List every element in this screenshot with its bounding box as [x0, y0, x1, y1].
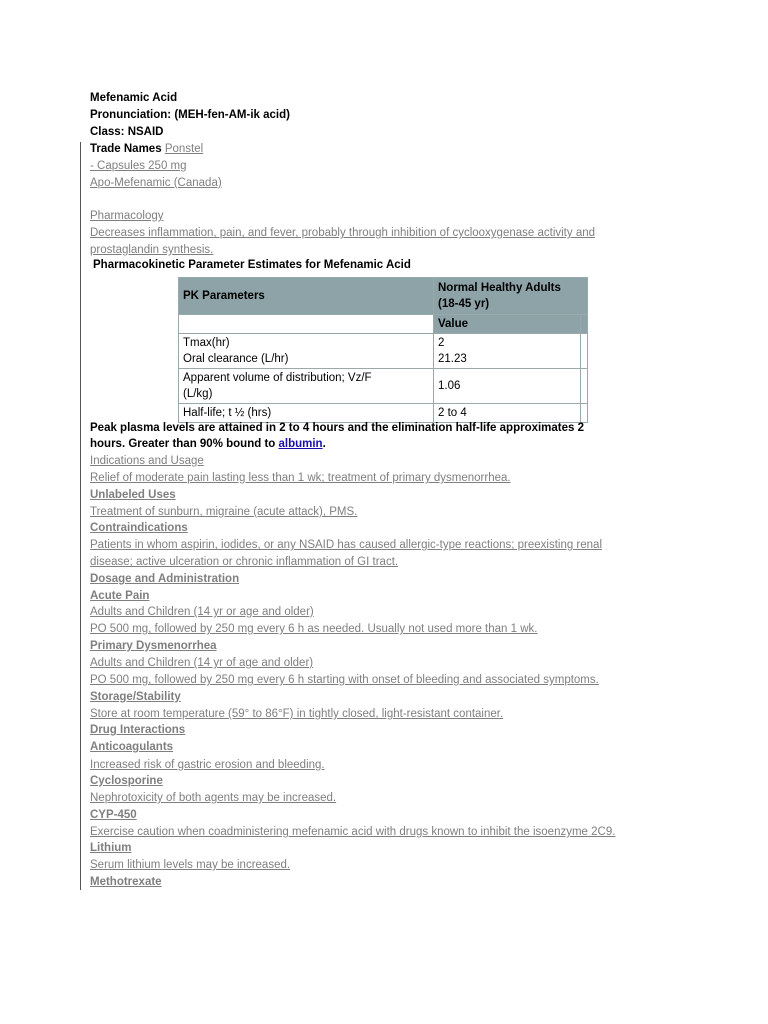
dosage-heading[interactable]: Dosage and Administration [90, 573, 240, 585]
value-header: Value [434, 315, 581, 334]
anticoagulants-text[interactable]: Increased risk of gastric erosion and bleeding. [90, 759, 325, 771]
param-half-life: Half-life; t ½ (hrs) [179, 404, 434, 423]
acute-pain-population[interactable]: Adults and Children (14 yr or age and older) [90, 606, 314, 618]
param-clearance: Oral clearance (L/hr) [183, 353, 289, 365]
peak-text-1: Peak plasma levels are attained in 2 to 4 hours and the elimination half-life approximates 2 [90, 422, 585, 434]
value-half-life: 2 to 4 [434, 404, 581, 423]
cyclosporine-text[interactable]: Nephrotoxicity of both agents may be increased. [90, 792, 337, 804]
albumin-link[interactable]: albumin [278, 438, 323, 450]
dysmenorrhea-heading[interactable]: Primary Dysmenorrhea [90, 640, 217, 652]
unlabeled-text[interactable]: Treatment of sunburn, migraine (acute attack), PMS. [90, 506, 358, 518]
lithium-heading[interactable]: Lithium [90, 842, 132, 854]
peak-text-2 [90, 436, 326, 452]
pharmacology-text-2[interactable]: prostaglandin synthesis. [90, 244, 214, 256]
drug-class: Class: NSAID [90, 126, 164, 138]
revision-bar [80, 142, 81, 890]
empty-cell [179, 315, 434, 334]
param-tmax: Tmax(hr) [183, 337, 230, 349]
trade-name-apo-link[interactable]: Apo-Mefenamic (Canada) [90, 177, 222, 189]
pharmacology-heading[interactable]: Pharmacology [90, 210, 164, 222]
contraindications-text-1[interactable]: Patients in whom aspirin, iodides, or any NSAID has caused allergic-type reactions; preexisting renal [90, 539, 603, 551]
dysmenorrhea-dose[interactable]: PO 500 mg, followed by 250 mg every 6 h starting with onset of bleeding and associated symptoms. [90, 674, 599, 686]
storage-text[interactable]: Store at room temperature (59° to 86°F) in tightly closed, light-resistant container. [90, 708, 504, 720]
anticoagulants-heading[interactable]: Anticoagulants [90, 741, 174, 753]
unlabeled-heading[interactable]: Unlabeled Uses [90, 489, 176, 501]
adults-col-header [434, 278, 588, 315]
contraindications-heading[interactable]: Contraindications [90, 522, 188, 534]
acute-pain-dose[interactable]: PO 500 mg, followed by 250 mg every 6 h as needed. Usually not used more than 1 wk. [90, 623, 538, 635]
trade-names-row [90, 141, 203, 157]
pronunciation: Pronunciation: (MEH-fen-AM-ik acid) [90, 109, 290, 121]
peak-text-2-post: . [322, 438, 326, 450]
adults-header-line2: (18-45 yr) [438, 298, 490, 310]
value-clearance: 21.23 [438, 353, 467, 365]
cyclosporine-heading[interactable]: Cyclosporine [90, 775, 163, 787]
dysmenorrhea-population[interactable]: Adults and Children (14 yr of age and older) [90, 657, 314, 669]
pk-table-title: Pharmacokinetic Parameter Estimates for Mefenamic Acid [93, 259, 411, 271]
value-volume: 1.06 [434, 369, 581, 404]
peak-text-2-pre: hours. Greater than 90% bound to [90, 438, 279, 450]
indications-heading[interactable]: Indications and Usage [90, 455, 204, 467]
indications-text[interactable]: Relief of moderate pain lasting less than 1 wk; treatment of primary dysmenorrhea. [90, 472, 511, 484]
cyp450-heading[interactable]: CYP-450 [90, 809, 137, 821]
contraindications-text-2[interactable]: disease; active ulceration or chronic inflammation of GI tract. [90, 556, 399, 568]
trade-name-ponstel-link[interactable]: Ponstel [164, 143, 204, 155]
param-volume-unit: (L/kg) [183, 388, 213, 400]
table-row-param [179, 334, 434, 369]
cyp450-text[interactable]: Exercise caution when coadministering mefenamic acid with drugs known to inhibit the isoenzyme 2C9. [90, 826, 616, 838]
drug-interactions-heading[interactable]: Drug Interactions [90, 724, 186, 736]
row-spacer [581, 334, 588, 369]
storage-heading[interactable]: Storage/Stability [90, 691, 181, 703]
pharmacology-text-1[interactable]: Decreases inflammation, pain, and fever, probably through inhibition of cyclooxygenase activity and [90, 227, 596, 239]
param-volume: Apparent volume of distribution; Vz/F [183, 372, 372, 384]
table-row-value [434, 334, 581, 369]
table-row-param [179, 369, 434, 404]
acute-pain-heading[interactable]: Acute Pain [90, 590, 150, 602]
pk-col-header: PK Parameters [179, 278, 434, 315]
lithium-text[interactable]: Serum lithium levels may be increased. [90, 859, 291, 871]
value-header-spacer [581, 315, 588, 334]
row-spacer [581, 369, 588, 404]
value-tmax: 2 [438, 337, 445, 349]
adults-header-line1: Normal Healthy Adults [438, 282, 561, 294]
trade-names-label: Trade Names [90, 143, 162, 155]
trade-name-ponstel-form[interactable]: - Capsules 250 mg [90, 160, 187, 172]
methotrexate-heading[interactable]: Methotrexate [90, 876, 162, 888]
pk-parameters-table [178, 277, 588, 423]
drug-name: Mefenamic Acid [90, 92, 178, 104]
